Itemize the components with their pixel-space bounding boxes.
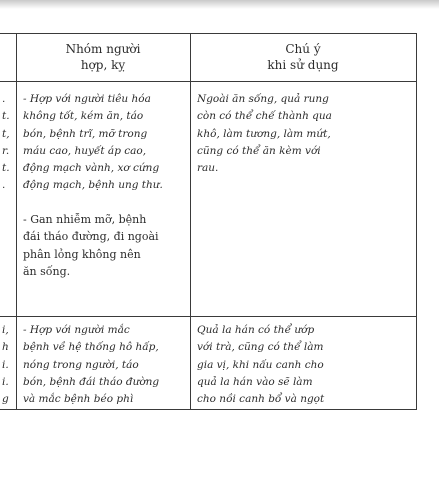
- text-line: không tốt, kém ăn, táo: [23, 110, 144, 123]
- text-line: bệnh về hệ thống hô hấp,: [23, 341, 159, 354]
- text-line: với trà, cũng có thể làm: [197, 341, 324, 354]
- food-table: [0, 33, 417, 410]
- text-line: - Hợp với người tiêu hóa: [23, 93, 151, 105]
- text-line: Ngoài ăn sống, quả rung: [197, 93, 329, 105]
- text-line: cũng có thể ăn kèm với: [197, 144, 321, 157]
- text-line: bón, bệnh trĩ, mỡ trong: [23, 127, 148, 140]
- page-top-shadow: [0, 0, 439, 9]
- fragment: i,: [2, 324, 9, 336]
- fragment: t.: [2, 110, 10, 123]
- fragment: t.: [2, 162, 10, 175]
- row1-notes-text: [197, 91, 413, 177]
- column-divider-1: [16, 34, 17, 410]
- text-line: phân lỏng không nên: [23, 247, 141, 261]
- text-line: động mạch, bệnh ung thư.: [23, 179, 163, 192]
- header-divider: [0, 81, 416, 82]
- header-notes-line-2: khi sử dụng: [267, 58, 339, 72]
- fragment: t,: [2, 127, 10, 140]
- header-group: [16, 41, 190, 73]
- text-line: còn có thể chế thành qua: [197, 110, 332, 123]
- text-line: gia vị, khi nấu canh cho: [197, 358, 324, 371]
- header-notes: [190, 41, 416, 73]
- fragment: i.: [2, 358, 9, 371]
- row2-left-fragments: [2, 322, 16, 408]
- header-notes-line-1: Chú ý: [285, 42, 321, 56]
- header-group-line-2: hợp, kỵ: [80, 58, 126, 72]
- text-line: và mắc bệnh béo phì: [23, 393, 134, 406]
- text-line: khô, làm tương, làm mứt,: [197, 127, 331, 140]
- fragment: r.: [2, 144, 10, 157]
- fragment: .: [2, 179, 6, 192]
- row1-group-text: [23, 91, 187, 195]
- header-group-line-1: Nhóm người: [65, 42, 141, 56]
- row2-notes-text: [197, 322, 413, 408]
- text-line: Quả la hán có thể ướp: [197, 324, 315, 336]
- text-line: máu cao, huyết áp cao,: [23, 144, 147, 157]
- column-divider-2: [190, 34, 191, 410]
- text-line: đái tháo đường, đi ngoài: [23, 230, 159, 244]
- text-line: nóng trong người, táo: [23, 358, 139, 371]
- fragment: i.: [2, 375, 9, 388]
- fragment: g: [2, 393, 9, 406]
- text-line: ăn sống.: [23, 264, 71, 278]
- text-line: rau.: [197, 162, 219, 175]
- text-line: - Gan nhiễm mỡ, bệnh: [23, 213, 147, 226]
- row1-left-fragments: [2, 91, 16, 195]
- text-line: động mạch vành, xơ cứng: [23, 162, 160, 175]
- fragment: h: [2, 341, 9, 354]
- row2-group-text: [23, 322, 187, 408]
- text-line: cho nồi canh bổ và ngọt: [197, 393, 325, 406]
- fragment: .: [2, 93, 6, 105]
- text-line: quả la hán vào sẽ làm: [197, 375, 313, 388]
- row1-group-text-2: [23, 211, 187, 280]
- text-line: - Hợp với người mắc: [23, 324, 130, 336]
- text-line: bón, bệnh đái tháo đường: [23, 375, 160, 388]
- row-divider: [0, 316, 416, 317]
